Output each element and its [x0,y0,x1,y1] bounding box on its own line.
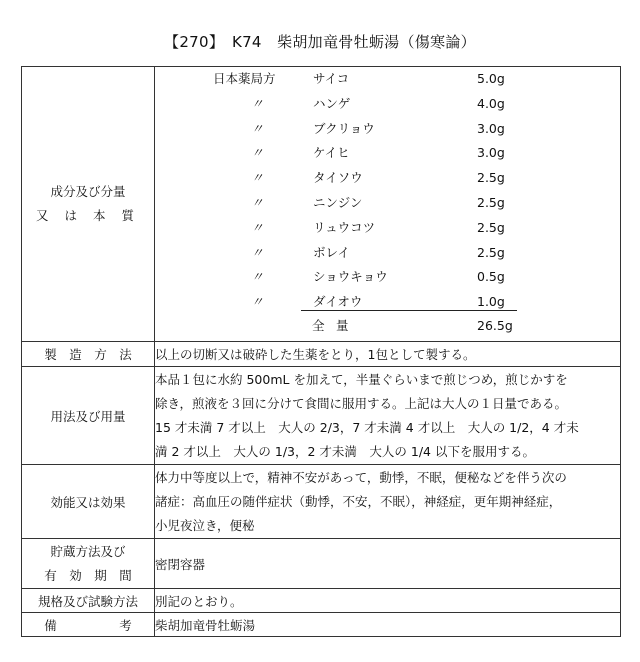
component-name: サイコ [313,71,350,86]
ditto-mark: 〃 [251,145,264,161]
component-row [155,141,620,165]
manufacturing-text: 以上の切断又は破砕した生薬をとり，1包として製する。 [155,342,621,367]
efficacy-label: 効能又は効果 [22,465,155,539]
total-amount: 26.5g [477,318,513,333]
component-row [155,67,620,91]
usage-row [22,367,621,465]
component-amount: 2.5g [477,195,505,210]
spec-table [21,66,621,637]
manufacturing-label: 製 造 方 法 [22,342,155,367]
specs-row [22,589,621,613]
component-source: 日本薬局方 [213,71,276,86]
usage-line: 15 才未満 7 才以上 大人の 2/3，7 才未満 4 才以上 大人の 1/2，4 才未 [155,419,579,435]
component-name: ニンジン [313,195,363,210]
efficacy-cell [155,465,621,539]
storage-label-line2: 有 効 期 間 [44,567,132,583]
usage-line: 除き，煎液を３回に分けて食間に服用する。上記は大人の１日量である。 [155,395,568,411]
components-list [155,67,620,341]
component-name: リュウコツ [313,219,376,235]
component-amount: 0.5g [477,269,505,285]
remarks-row [22,613,621,637]
component-row [155,117,620,141]
component-amount: 3.0g [477,145,505,161]
specs-label: 規格及び試験方法 [22,589,155,613]
remarks-text: 柴胡加竜骨牡蛎湯 [155,613,621,637]
remarks-label: 備 考 [22,613,155,637]
efficacy-row [22,465,621,539]
component-row [155,166,620,190]
efficacy-line: 諸症：高血圧の随伴症状（動悸，不安，不眠），神経症，更年期神経症， [155,493,562,509]
usage-line: 満 2 才以上 大人の 1/3，2 才未満 大人の 1/4 以下を服用する。 [155,443,535,459]
efficacy-line: 体力中等度以上で，精神不安があって，動悸，不眠，便秘などを伴う次の [155,469,567,485]
storage-label [22,539,155,589]
ditto-mark: 〃 [251,269,264,285]
ditto-mark: 〃 [251,244,264,260]
component-amount: 2.5g [477,219,505,235]
usage-label: 用法及び用量 [22,367,155,465]
component-name: タイソウ [313,170,363,186]
component-row [155,191,620,215]
components-cell [155,67,621,342]
components-row [22,67,621,342]
component-name: ブクリョウ [313,120,375,136]
component-name: ダイオウ [313,294,363,310]
component-amount: 2.5g [477,244,505,260]
component-row [155,216,620,240]
ditto-mark: 〃 [251,219,264,235]
component-name: ハンゲ [313,95,351,111]
ditto-mark: 〃 [251,95,264,111]
components-label [22,67,155,342]
component-row [155,290,620,314]
specs-text: 別記のとおり。 [155,589,621,613]
component-name: ショウキョウ [313,269,388,285]
total-label-b: 量 [336,318,349,333]
storage-text: 密閉容器 [155,539,621,589]
manufacturing-row [22,342,621,367]
total-row [155,314,620,338]
component-amount: 3.0g [477,120,505,136]
components-label-line1: 成分及び分量 [50,184,126,199]
component-name: ケイヒ [313,145,350,161]
ditto-mark: 〃 [251,195,264,210]
ditto-mark: 〃 [251,294,264,310]
component-row [155,241,620,265]
component-amount: 5.0g [477,71,505,86]
efficacy-line: 小児夜泣き，便秘 [155,517,255,533]
usage-cell [155,367,621,465]
component-amount: 1.0g [477,294,505,310]
component-amount: 4.0g [477,95,505,111]
ditto-mark: 〃 [251,120,264,136]
usage-line: 本品１包に水約 500mL を加えて，半量ぐらいまで煎じつめ，煎じかすを [155,371,568,387]
component-row [155,265,620,289]
component-amount: 2.5g [477,170,505,186]
total-label-a: 全 [312,318,325,333]
component-name: ボレイ [313,244,350,260]
ditto-mark: 〃 [251,170,264,186]
storage-label-line1: 貯蔵方法及び [50,543,126,559]
component-row [155,92,620,116]
page-title: 【270】 K74 柴胡加竜骨牡蛎湯（傷寒論） [164,33,476,51]
components-label-line2: 又 は 本 質 [36,208,140,223]
storage-row [22,539,621,589]
